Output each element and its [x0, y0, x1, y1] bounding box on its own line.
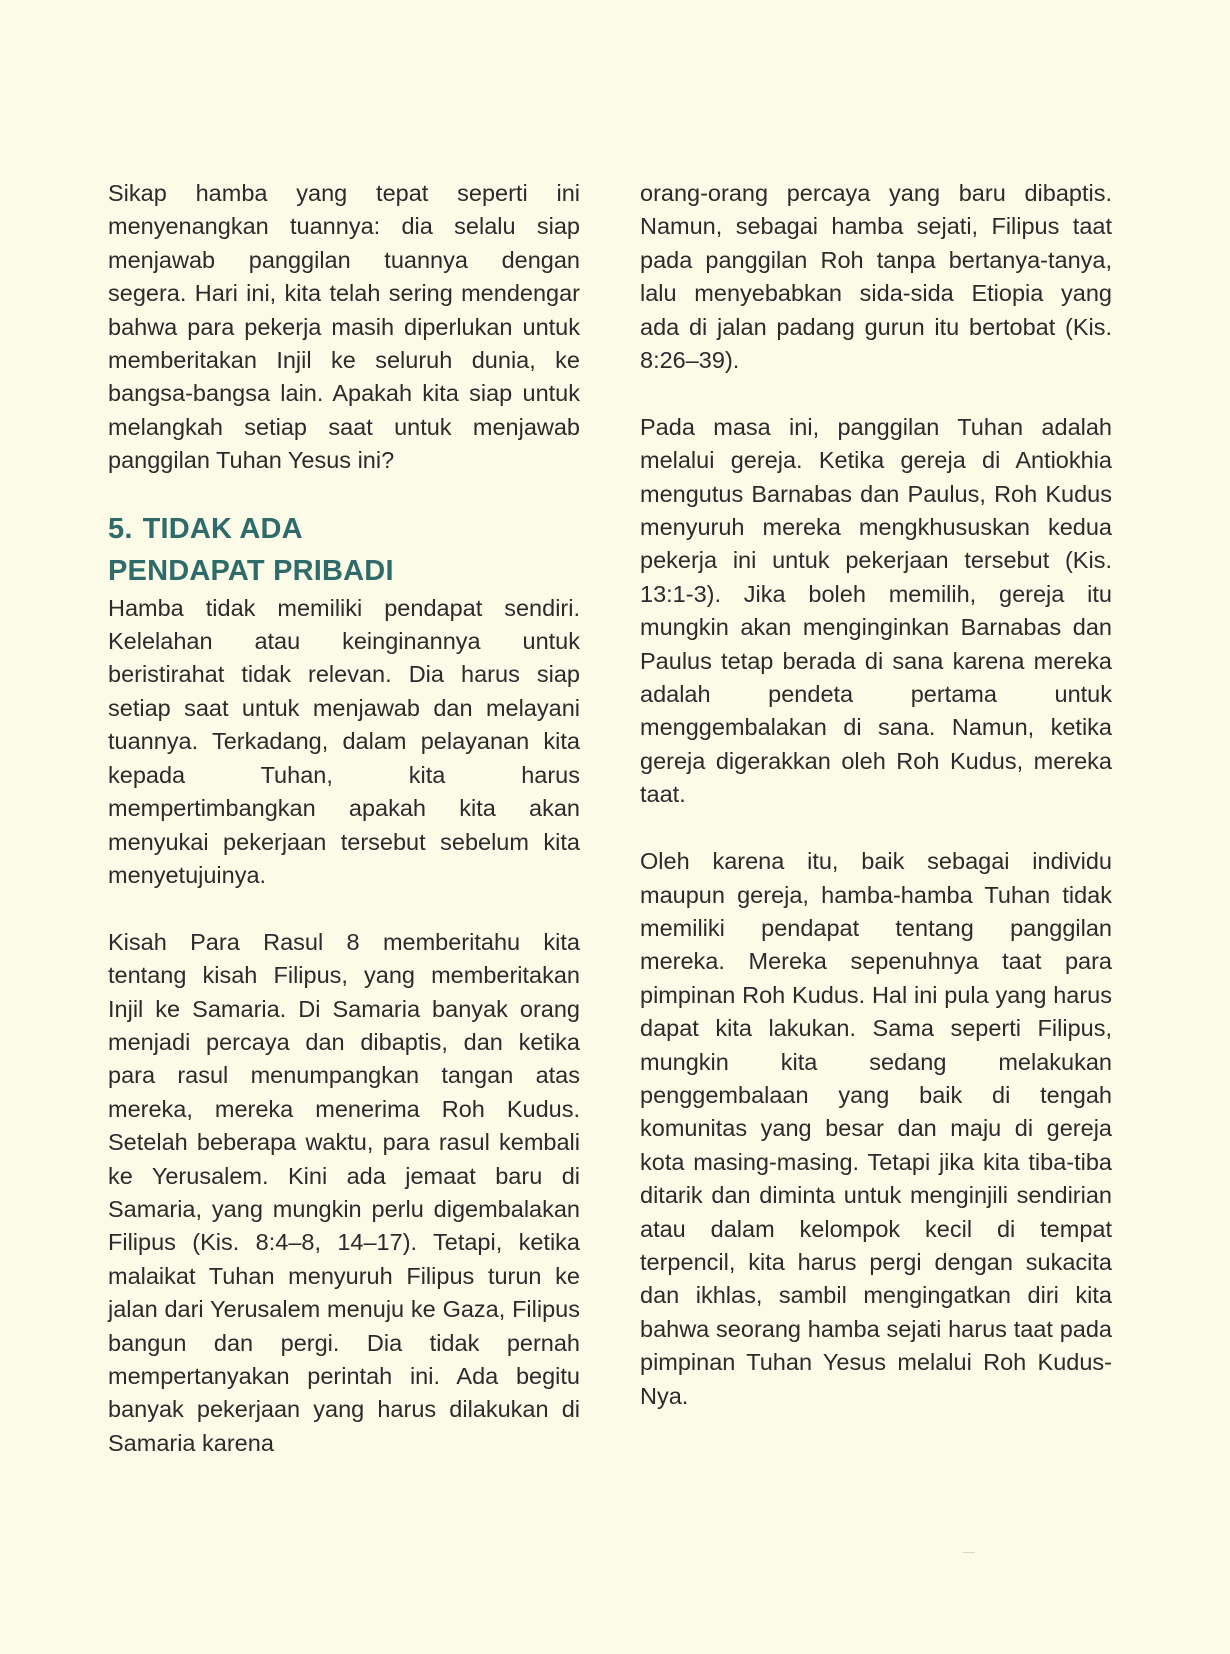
section-title-line-1: TIDAK ADA	[142, 512, 303, 545]
paragraph-gap	[640, 377, 1112, 410]
right-paragraph-2: Pada masa ini, panggilan Tuhan adalah melalui gereja. Ketika gereja di Antiokhia mengutus Barnabas dan Paulus, Roh Kudus menyuruh mereka mengkhususkan kedua pekerja ini untuk pekerjaan tersebut (Kis. 13:1-3). Jika boleh memilih, gereja itu mungkin akan menginginkan Barnabas dan Paulus tetap berada di sana karena mereka adalah pendeta pertama untuk menggembalakan di sana. Namun, ketika gereja digerakkan oleh Roh Kudus, mereka taat.	[640, 413, 1112, 808]
left-paragraph-2: Hamba tidak memiliki pendapat sendiri. Kelelahan atau keinginannya untuk beristirahat tidak relevan. Dia harus siap setiap saat untuk menjawab dan melayani tuannya. Terkadang, dalam pelayanan kita kepada Tuhan, kita harus mempertimbangkan apakah kita akan menyukai pekerjaan tersebut sebelum kita menyetujuinya.	[108, 594, 580, 888]
right-paragraph-3: Oleh karena itu, baik sebagai individu maupun gereja, hamba-hamba Tuhan tidak memiliki pendapat tentang panggilan mereka. Mereka sepenuhnya taat para pimpinan Roh Kudus. Hal ini pula yang harus dapat kita lakukan. Sama seperti Filipus, mungkin kita sedang melakukan penggembalaan yang baik di tengah komunitas yang besar dan maju di gereja kota masing-masing. Tetapi jika kita tiba-tiba ditarik dan diminta untuk menginjili sendirian atau dalam kelompok kecil di tempat terpencil, kita harus pergi dengan sukacita dan ikhlas, sambil mengingatkan diri kita bahwa seorang hamba sejati harus taat pada pimpinan Tuhan Yesus melalui Roh Kudus-Nya.	[640, 848, 1112, 1409]
section-heading-line-1	[108, 508, 580, 550]
paragraph-gap	[640, 812, 1112, 845]
right-column	[640, 177, 1112, 1413]
left-paragraph-3: Kisah Para Rasul 8 memberitahu kita tentang kisah Filipus, yang memberitakan Injil ke Samaria. Di Samaria banyak orang menjadi percaya dan dibaptis, dan ketika para rasul menumpangkan tangan atas mereka, mereka menerima Roh Kudus. Setelah beberapa waktu, para rasul kembali ke Yerusalem. Kini ada jemaat baru di Samaria, yang mungkin perlu digembalakan Filipus (Kis. 8:4–8, 14–17). Tetapi, ketika malaikat Tuhan menyuruh Filipus turun ke jalan dari Yerusalem menuju ke Gaza, Filipus bangun dan pergi. Dia tidak pernah mempertanyakan perintah ini. Ada begitu banyak pekerjaan yang harus dilakukan di Samaria karena	[108, 928, 580, 1456]
section-number: 5.	[108, 512, 133, 545]
footer-mark	[963, 1552, 975, 1553]
paragraph-gap	[108, 892, 580, 925]
section-title-line-2: PENDAPAT PRIBADI	[108, 554, 394, 587]
left-column	[108, 177, 580, 1460]
right-paragraph-1: orang-orang percaya yang baru dibaptis. Namun, sebagai hamba sejati, Filipus taat pada panggilan Roh tanpa bertanya-tanya, lalu menyebabkan sida-sida Etiopia yang ada di jalan padang gurun itu bertobat (Kis. 8:26–39).	[640, 180, 1112, 374]
section-heading	[108, 508, 580, 592]
left-paragraph-1: Sikap hamba yang tepat seperti ini menyenangkan tuannya: dia selalu siap menjawab panggilan tuannya dengan segera. Hari ini, kita telah sering mendengar bahwa para pekerja masih diperlukan untuk memberitakan Injil ke seluruh dunia, ke bangsa-bangsa lain. Apakah kita siap untuk melangkah setiap saat untuk menjawab panggilan Tuhan Yesus ini?	[108, 180, 580, 474]
